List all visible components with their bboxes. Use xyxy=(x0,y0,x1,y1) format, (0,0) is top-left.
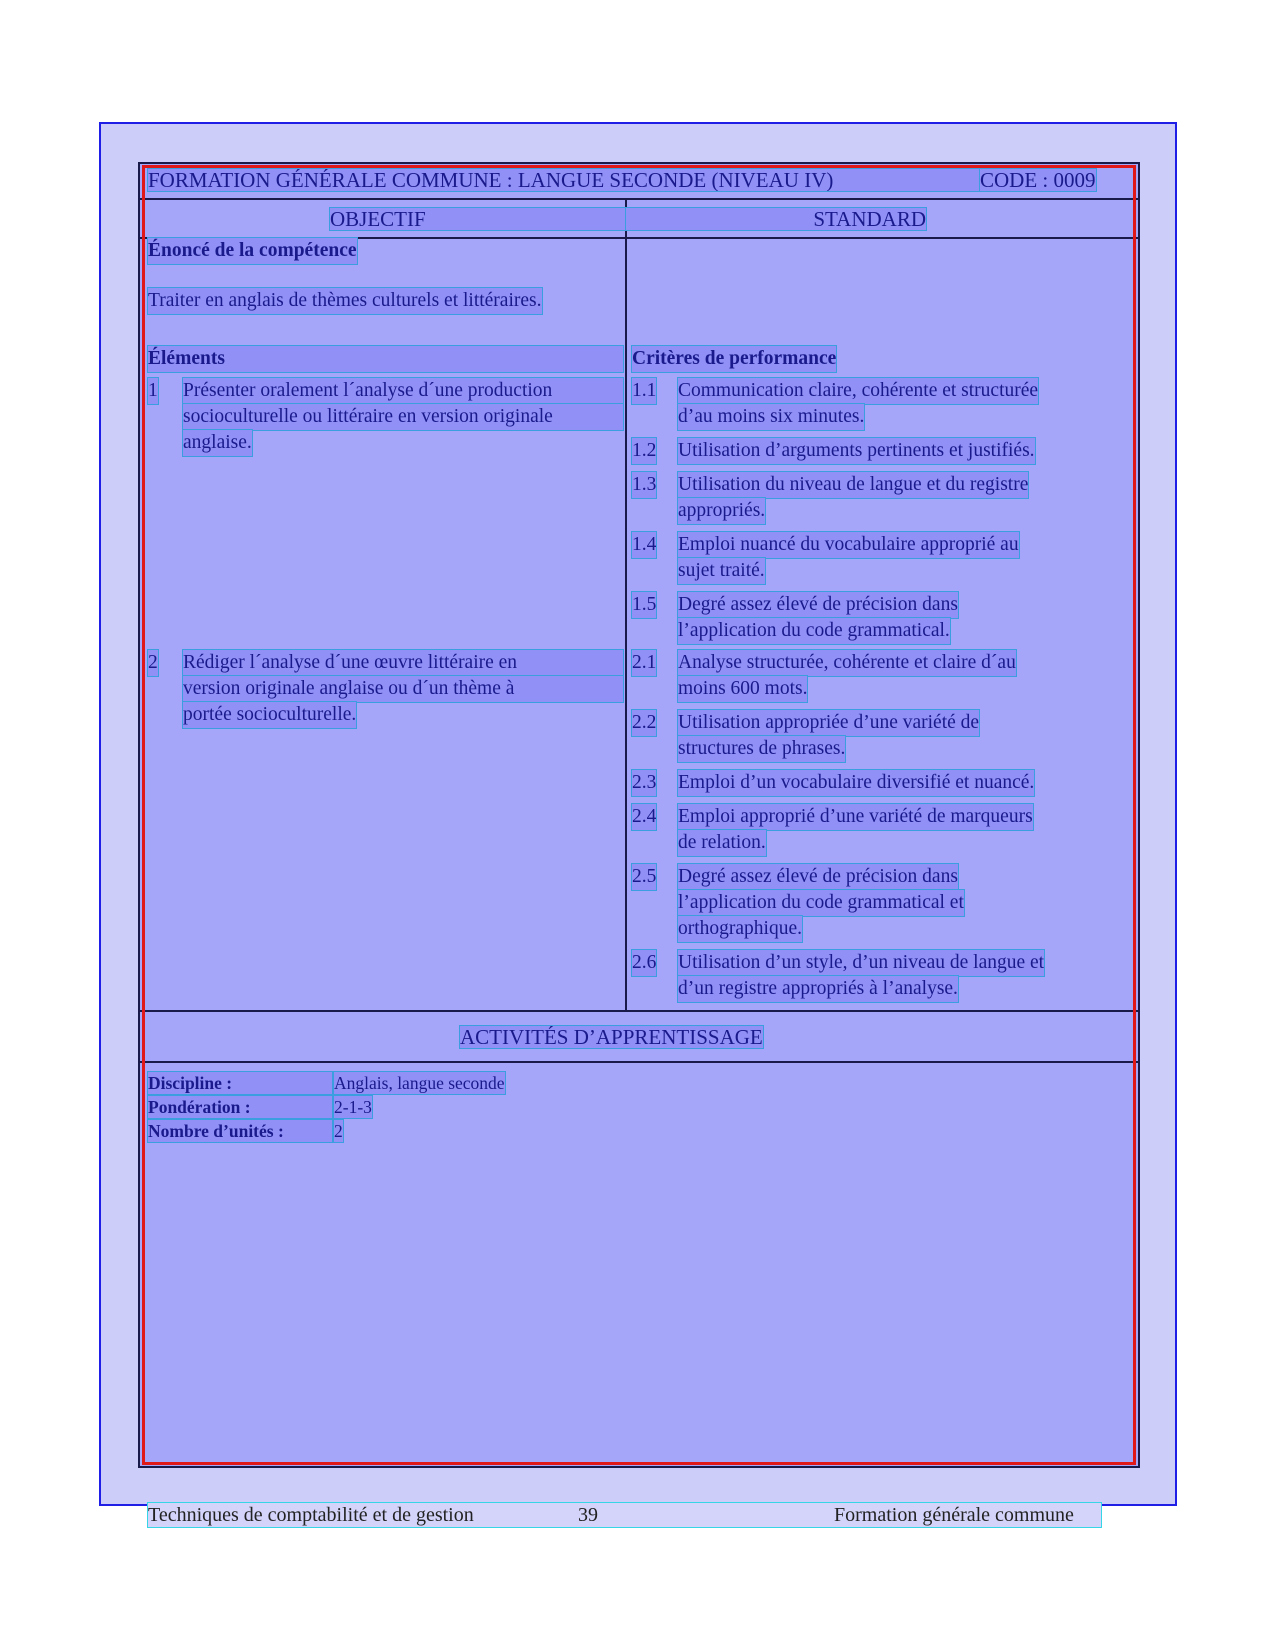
criterion-number: 2.2 xyxy=(632,710,656,736)
competence-heading: Énoncé de la compétence xyxy=(148,238,357,264)
ponderation-value: 2-1-3 xyxy=(334,1097,372,1117)
criterion-number: 2.3 xyxy=(632,770,656,796)
column-divider xyxy=(625,199,627,1011)
criterion-number: 1.2 xyxy=(632,438,656,464)
criterion-number: 1.3 xyxy=(632,472,656,498)
criterion-line: de relation. xyxy=(678,830,766,856)
footer-program: Techniques de comptabilité et de gestion xyxy=(148,1504,474,1526)
column-header-standard xyxy=(626,208,926,230)
criterion-number: 1.1 xyxy=(632,378,656,404)
criterion-line: d’au moins six minutes. xyxy=(678,404,864,430)
criteria-heading: Critères de performance xyxy=(632,346,836,372)
criterion-line: d’un registre appropriés à l’analyse. xyxy=(678,976,958,1002)
competence-statement: Traiter en anglais de thèmes culturels et littéraires. xyxy=(148,288,542,314)
criterion-number: 2.6 xyxy=(632,950,656,976)
activities-heading: ACTIVITÉS D’APPRENTISSAGE xyxy=(460,1025,763,1049)
element-line: version originale anglaise ou d´un thème à xyxy=(183,676,623,702)
units-value: 2 xyxy=(334,1121,343,1141)
rule-under-title xyxy=(140,198,1138,200)
ponderation-label: Pondération : xyxy=(148,1096,332,1118)
rule-under-activities xyxy=(140,1061,1138,1063)
element-number: 1 xyxy=(148,378,158,404)
criterion-line: orthographique. xyxy=(678,916,802,942)
discipline-label: Discipline : xyxy=(148,1072,332,1094)
criterion-line: Analyse structurée, cohérente et claire d´au xyxy=(678,650,1016,676)
criterion-number: 2.5 xyxy=(632,864,656,890)
objectif-label: OBJECTIF xyxy=(330,207,426,231)
criterion-line: structures de phrases. xyxy=(678,736,845,762)
criterion-line: l’application du code grammatical. xyxy=(678,618,950,644)
column-header-objectif xyxy=(330,208,626,230)
standard-label: STANDARD xyxy=(813,207,926,231)
criterion-line: Degré assez élevé de précision dans xyxy=(678,864,958,890)
element-line: portée socioculturelle. xyxy=(183,702,356,728)
units-label: Nombre d’unités : xyxy=(148,1120,332,1142)
criterion-line: Emploi nuancé du vocabulaire approprié au xyxy=(678,532,1019,558)
criterion-line: Utilisation appropriée d’une variété de xyxy=(678,710,979,736)
criterion-line: Utilisation d’arguments pertinents et justifiés. xyxy=(678,438,1035,464)
element-line: socioculturelle ou littéraire en version originale xyxy=(183,404,623,430)
discipline-value: Anglais, langue seconde xyxy=(334,1073,505,1093)
criterion-line: Utilisation d’un style, d’un niveau de langue et xyxy=(678,950,1044,976)
criterion-number: 1.4 xyxy=(632,532,656,558)
element-line: Rédiger l´analyse d´une œuvre littéraire en xyxy=(183,650,623,676)
footer-section: Formation générale commune xyxy=(834,1504,1074,1526)
elements-heading: Éléments xyxy=(148,346,623,372)
criterion-line: sujet traité. xyxy=(678,558,765,584)
criterion-number: 2.4 xyxy=(632,804,656,830)
criterion-line: l’application du code grammatical et xyxy=(678,890,964,916)
element-line: Présenter oralement l´analyse d´une production xyxy=(183,378,623,404)
criterion-line: Utilisation du niveau de langue et du registre xyxy=(678,472,1028,498)
footer-page-number: 39 xyxy=(578,1504,598,1526)
criterion-line: Degré assez élevé de précision dans xyxy=(678,592,958,618)
criterion-number: 1.5 xyxy=(632,592,656,618)
rule-above-activities xyxy=(140,1010,1138,1012)
course-code: CODE : 0009 xyxy=(980,168,1096,192)
criterion-line: Emploi d’un vocabulaire diversifié et nuancé. xyxy=(678,770,1034,796)
element-line: anglaise. xyxy=(183,430,252,456)
criterion-line: Communication claire, cohérente et structurée xyxy=(678,378,1038,404)
criterion-line: Emploi approprié d’une variété de marqueurs xyxy=(678,804,1033,830)
element-number: 2 xyxy=(148,650,158,676)
criterion-line: appropriés. xyxy=(678,498,765,524)
criterion-number: 2.1 xyxy=(632,650,656,676)
sheet-title: FORMATION GÉNÉRALE COMMUNE : LANGUE SECONDE (NIVEAU IV) xyxy=(148,169,980,191)
criterion-line: moins 600 mots. xyxy=(678,676,807,702)
